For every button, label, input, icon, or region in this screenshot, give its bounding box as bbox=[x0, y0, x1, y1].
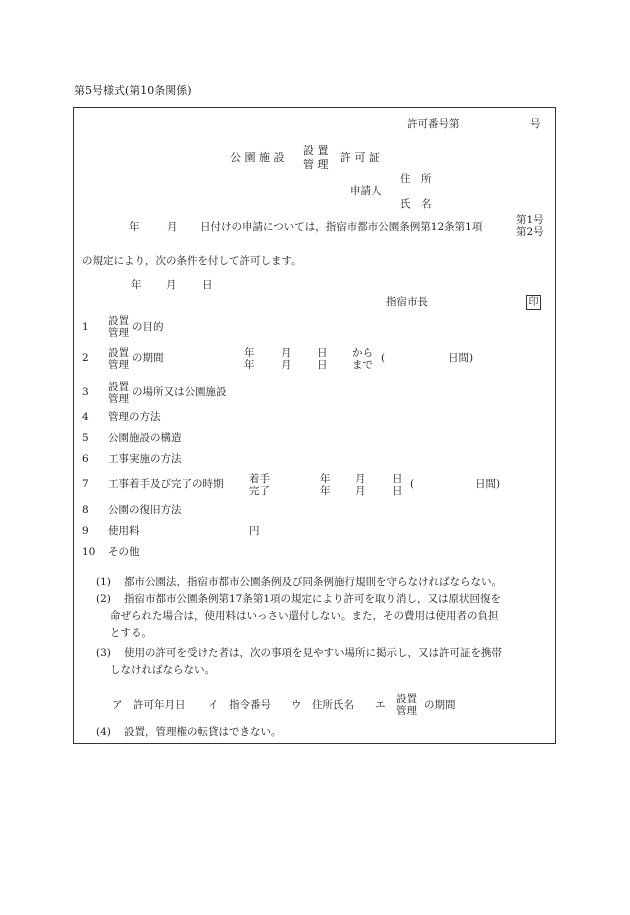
item-2-from: から bbox=[352, 347, 373, 359]
display-item-top: 設置 bbox=[396, 693, 417, 705]
note-1-text: 都市公園法，指宿市都市公園条例及び同条例施行規則を守らなければならない。 bbox=[124, 576, 502, 588]
item-2-until: まで bbox=[352, 359, 373, 371]
item-3-stack bbox=[108, 381, 129, 405]
item-7-day-1: 日 bbox=[392, 473, 403, 485]
item-2-year-2: 年 bbox=[244, 359, 255, 371]
note-3-number: (3) bbox=[96, 647, 111, 659]
item-7-year-2: 年 bbox=[320, 485, 331, 497]
issuer-title: 指宿市長 bbox=[386, 296, 428, 308]
note-4-text: 設置，管理権の転貸はできない。 bbox=[124, 726, 282, 738]
clause-2: 第2号 bbox=[516, 226, 544, 238]
item-4-text: 管理の方法 bbox=[108, 411, 161, 423]
item-7-paren-open: ( bbox=[410, 478, 415, 490]
item-4-number: 4 bbox=[82, 411, 89, 423]
note-4-number: (4) bbox=[96, 726, 111, 738]
item-2-days: 日間) bbox=[448, 352, 474, 364]
item-2-month-2: 月 bbox=[281, 359, 292, 371]
item-7-startfinish-stack bbox=[249, 473, 270, 497]
applicant-label: 申請人 bbox=[350, 185, 382, 197]
note-3-line1: 使用の許可を受けた者は，次の事項を見やすい場所に掲示し，又は許可証を携帯 bbox=[124, 647, 502, 659]
item-9-text: 使用料 bbox=[108, 525, 140, 537]
item-1-bottom: 管理 bbox=[108, 327, 129, 339]
issue-day: 日 bbox=[202, 279, 213, 291]
note-3-line2: しなければならない。 bbox=[110, 664, 215, 676]
display-item-e: エ bbox=[375, 699, 386, 711]
display-item-i: イ 指令番号 bbox=[208, 699, 271, 711]
permit-number-suffix: 号 bbox=[530, 118, 541, 130]
display-item-bottom: 管理 bbox=[396, 705, 417, 717]
display-item-u: ウ 住所氏名 bbox=[291, 699, 354, 711]
body-line2: の規定により，次の条件を付して許可します。 bbox=[82, 255, 302, 267]
item-8-text: 公園の復旧方法 bbox=[108, 504, 182, 516]
item-2-day-stack bbox=[317, 347, 328, 371]
item-1-stack bbox=[108, 315, 129, 339]
item-1-top: 設置 bbox=[108, 315, 129, 327]
body-date-day-text: 日付けの申請については，指宿市都市公園条例第12条第1項 bbox=[200, 221, 483, 233]
note-2-line1: 指宿市都市公園条例第17条第1項の規定により許可を取り消し，又は原状回復を bbox=[124, 593, 502, 605]
item-2-bottom: 管理 bbox=[108, 359, 129, 371]
item-6-number: 6 bbox=[82, 453, 89, 465]
title-suffix: 許 可 証 bbox=[340, 151, 380, 164]
note-2-line3: とする。 bbox=[110, 627, 152, 639]
note-2-line2: 命ぜられた場合は，使用料はいっさい還付しない。また，その費用は使用者の負担 bbox=[110, 610, 499, 622]
item-1-text: の目的 bbox=[132, 321, 164, 333]
item-9-unit: 円 bbox=[249, 525, 260, 537]
item-7-day-2: 日 bbox=[392, 485, 403, 497]
item-7-number: 7 bbox=[82, 478, 89, 490]
clause-1: 第1号 bbox=[516, 214, 544, 226]
body-clause-stack bbox=[516, 214, 544, 238]
title-stack bbox=[303, 144, 329, 172]
item-7-month-stack bbox=[355, 473, 366, 497]
item-7-start: 着手 bbox=[249, 473, 270, 485]
item-7-month-2: 月 bbox=[355, 485, 366, 497]
item-7-day-stack bbox=[392, 473, 403, 497]
title-line1: 設 置 bbox=[303, 144, 329, 157]
item-8-number: 8 bbox=[82, 504, 89, 516]
item-2-year-1: 年 bbox=[244, 347, 255, 359]
item-3-text: の場所又は公園施設 bbox=[132, 386, 227, 398]
item-2-top: 設置 bbox=[108, 347, 129, 359]
item-2-day-1: 日 bbox=[317, 347, 328, 359]
item-7-text: 工事着手及び完了の時期 bbox=[108, 478, 224, 490]
name-label: 氏 名 bbox=[400, 198, 432, 210]
display-item-stack bbox=[396, 693, 417, 717]
item-2-text: の期間 bbox=[132, 352, 164, 364]
item-3-number: 3 bbox=[82, 386, 89, 398]
item-5-text: 公園施設の構造 bbox=[108, 432, 182, 444]
body-date-year: 年 bbox=[129, 221, 140, 233]
item-10-number: 10 bbox=[82, 546, 96, 558]
form-label: 第5号様式(第10条関係) bbox=[74, 84, 192, 97]
item-9-number: 9 bbox=[82, 525, 89, 537]
item-6-text: 工事実施の方法 bbox=[108, 453, 182, 465]
item-2-year-stack bbox=[244, 347, 255, 371]
address-label: 住 所 bbox=[400, 173, 432, 185]
note-1-number: (1) bbox=[96, 576, 111, 588]
body-date-month: 月 bbox=[167, 221, 178, 233]
item-2-fromuntil-stack bbox=[352, 347, 373, 371]
item-3-top: 設置 bbox=[108, 381, 129, 393]
item-1-number: 1 bbox=[82, 321, 89, 333]
item-2-number: 2 bbox=[82, 352, 89, 364]
display-item-suffix: の期間 bbox=[424, 699, 456, 711]
title-line2: 管 理 bbox=[303, 158, 329, 171]
display-item-a: ア 許可年月日 bbox=[112, 699, 186, 711]
item-2-month-stack bbox=[281, 347, 292, 371]
item-7-year-stack bbox=[320, 473, 331, 497]
title-prefix: 公 園 施 設 bbox=[230, 151, 285, 164]
item-7-finish: 完了 bbox=[249, 485, 270, 497]
item-2-month-1: 月 bbox=[281, 347, 292, 359]
permit-number-prefix: 許可番号第 bbox=[407, 118, 460, 130]
item-2-day-2: 日 bbox=[317, 359, 328, 371]
item-3-bottom: 管理 bbox=[108, 393, 129, 405]
issue-year: 年 bbox=[131, 279, 142, 291]
item-2-stack bbox=[108, 347, 129, 371]
item-2-paren-open: ( bbox=[381, 352, 386, 364]
issue-month: 月 bbox=[166, 279, 177, 291]
item-10-text: その他 bbox=[108, 546, 140, 558]
seal-mark: 印 bbox=[526, 295, 541, 310]
item-5-number: 5 bbox=[82, 432, 89, 444]
note-2-number: (2) bbox=[96, 593, 111, 605]
item-7-month-1: 月 bbox=[355, 473, 366, 485]
item-7-year-1: 年 bbox=[320, 473, 331, 485]
item-7-days: 日間) bbox=[475, 478, 501, 490]
